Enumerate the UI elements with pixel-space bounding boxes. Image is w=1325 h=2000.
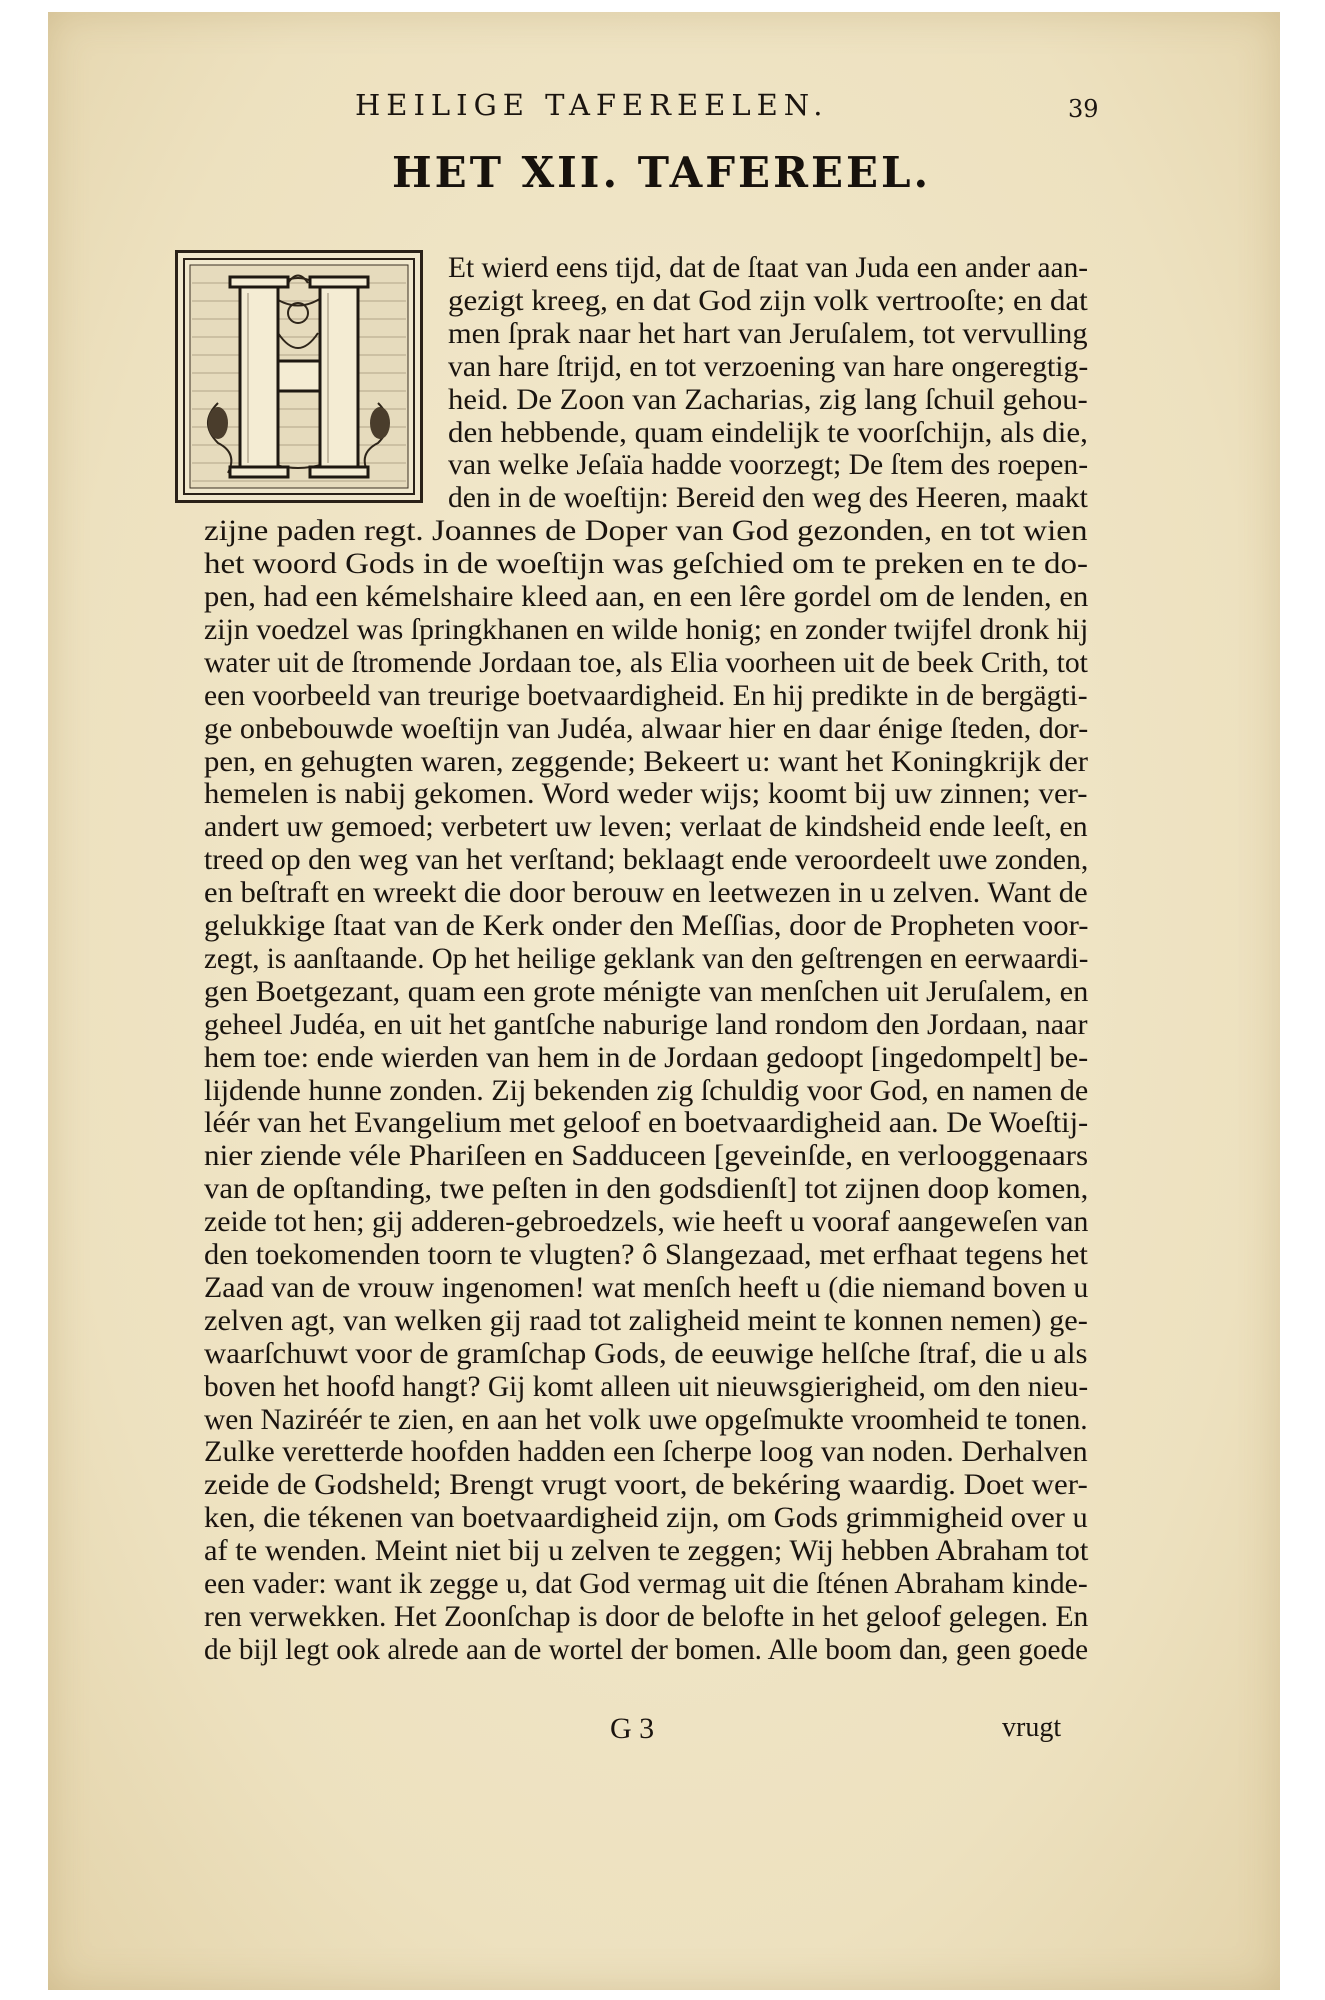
text-line: gezigt kreeg, en dat God zijn volk vertrooſte; en dat [448,283,1088,317]
text-line: ren verwekken. Het Zoonſchap is door de belofte in het geloof gelegen. En [204,1599,1089,1633]
running-head: HEILIGE TAFEREELEN. [355,88,829,122]
chapter-title: HET XII. TAFEREEL. [392,148,932,197]
text-line: treed op den weg van het verſtand; beklaagt ende veroordeelt uwe zonden, [204,843,1089,877]
text-line: boven het hoofd hangt? Gij komt alleen uit nieuwsgierigheid, om den nieu- [204,1369,1089,1403]
text-line: van welke Jeſaïa hadde voorzegt; De ſtem des roepen- [448,448,1089,482]
text-line: een voorbeeld van treurige boetvaardigheid. En hij predikte in de bergägti- [204,678,1088,712]
text-line: den in de woeſtijn: Bereid den weg des Heeren, maakt [448,481,1088,515]
text-line: geheel Judéa, en uit het gantſche naburige land rondom den Jordaan, naar [204,1007,1088,1041]
text-line: den toekomenden toorn te vlugten? ô Slangezaad, met erfhaat tegens het [204,1238,1088,1271]
text-line: pen, en gehugten waren, zeggende; Bekeert u: want het Koningkrijk der [204,744,1089,778]
text-line: Zaad van de vrouw ingenomen! wat menſch heeft u (die niemand boven u [204,1270,1089,1304]
text-line: en beſtraft en wreekt die door berouw en leetwezen in u zelven. Want de [204,876,1088,910]
text-line: gen Boetgezant, quam een grote ménigte van menſchen uit Jeruſalem, en [204,974,1089,1008]
ornamental-initial-h-icon [175,250,423,503]
text-line: waarſchuwt voor de gramſchap Gods, de eeuwige helſche ſtraf, die u als [204,1336,1088,1370]
text-line: de bijl legt ook alrede aan de wortel der bomen. Alle boom dan, geen goede [204,1632,1089,1666]
text-line: nier ziende véle Phariſeen en Sadduceen [geveinſde, en verlooggenaars [204,1139,1089,1173]
text-line: Zulke veretterde hoofden hadden een ſcherpe loog van noden. Derhalven [204,1435,1088,1469]
text-line: van de opſtanding, twe peſten in den godsdienſt] tot zijnen doop komen, [204,1172,1089,1206]
catchword: vrugt [1002,1712,1062,1743]
text-line: lijdende hunne zonden. Zij bekenden zig ſchuldig voor God, en namen de [204,1073,1089,1107]
text-line: gelukkige ſtaat van de Kerk onder den Meſſias, door de Propheten voor- [204,909,1089,942]
text-line: ken, die tékenen van boetvaardigheid zijn, om Gods grimmigheid over u [204,1501,1088,1535]
text-line: pen, had een kémelshaire kleed aan, en een lêre gordel om de lenden, en [204,580,1089,613]
text-line: andert uw gemoed; verbetert uw leven; verlaat de kindsheid ende leeſt, en [204,810,1088,844]
text-line: hemelen is nabij gekomen. Word weder wijs; koomt bij uw zinnen; ver- [204,777,1088,811]
text-line: het woord Gods in de woeſtijn was geſchied om te preken en te do- [204,547,1088,581]
text-line: een vader: want ik zegge u, dat God vermag uit die ſténen Abraham kinde- [204,1567,1088,1600]
text-line: zeide tot hen; gij adderen-gebroedzels, wie heeft u vooraf aangeweſen van [204,1205,1089,1239]
text-line: zijn voedzel was ſpringkhanen en wilde honig; en zonder twijfel dronk hij [204,612,1089,646]
text-line: Et wierd eens tijd, dat de ſtaat van Juda een ander aan- [448,251,1089,284]
text-line: léér van het Evangelium met geloof en boetvaardigheid aan. De Woeſtij- [204,1106,1089,1140]
text-line: zegt, is aanſtaande. Op het heilige geklank van den geſtrengen en eerwaardi- [204,941,1089,975]
text-line: wen Naziréér te zien, en aan het volk uwe opgeſmukte vroomheid te tonen. [204,1402,1088,1436]
text-line: zeide de Godsheld; Brengt vrugt voort, de bekéring waardig. Doet wer- [204,1468,1088,1502]
text-line: af te wenden. Meint niet bij u zelven te zeggen; Wij hebben Abraham tot [204,1534,1089,1568]
text-line: zelven agt, van welken gij raad tot zaligheid meint te konnen nemen) ge- [204,1303,1088,1337]
text-line: heid. De Zoon van Zacharias, zig lang ſchuil gehou- [448,382,1088,416]
text-line: men ſprak naar het hart van Jeruſalem, tot vervulling [448,316,1088,350]
text-line: hem toe: ende wierden van hem in de Jordaan gedoopt [ingedompelt] be- [204,1040,1089,1074]
signature-mark: G 3 [610,1712,655,1745]
text-line: van hare ſtrijd, en tot verzoening van hare ongeregtig- [448,349,1089,383]
text-line: water uit de ſtromende Jordaan toe, als Elia voorheen uit de beek Crith, tot [204,645,1088,679]
text-line: zijne paden regt. Joannes de Doper van God gezonden, en tot wien [204,514,1088,548]
text-line: den hebbende, quam eindelijk te voorſchijn, als die, [448,415,1088,449]
text-line: ge onbebouwde woeſtijn van Judéa, alwaar hier en daar énige ſteden, dor- [204,711,1089,745]
page-number: 39 [1068,95,1099,123]
